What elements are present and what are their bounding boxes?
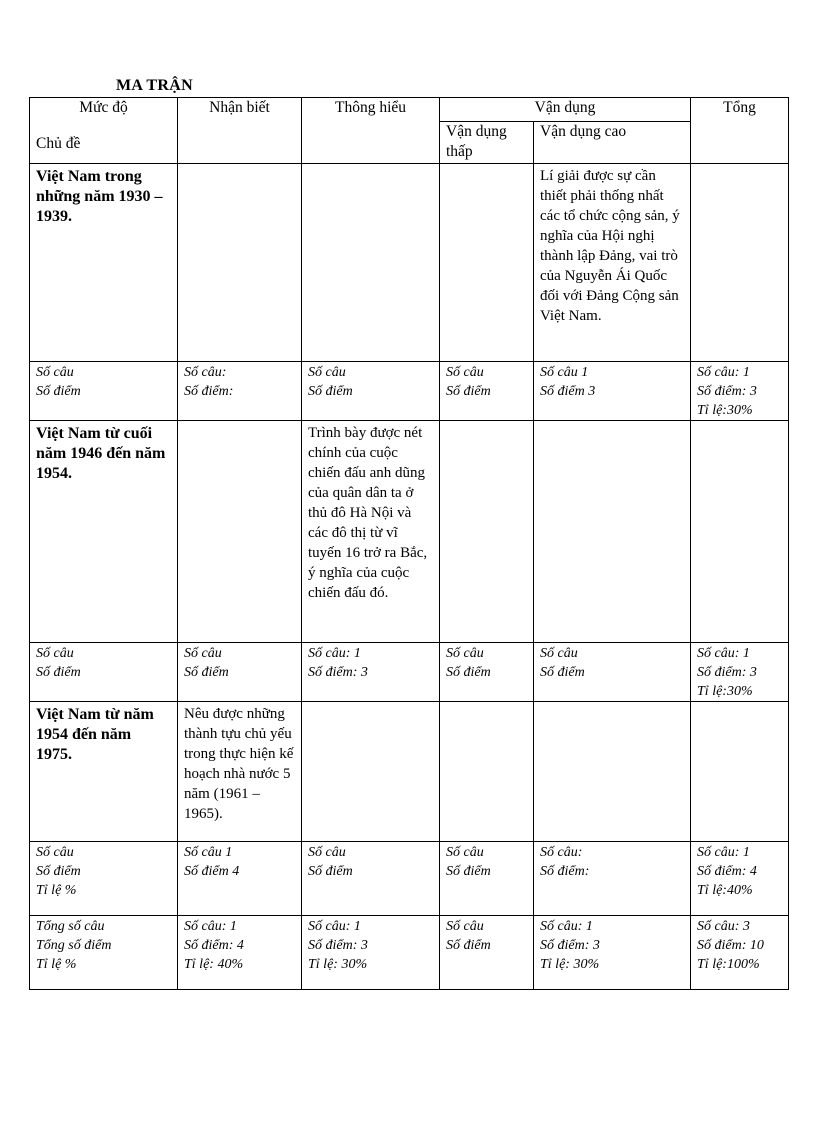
cell-tong [691,421,789,643]
header-van-dung: Vận dụng [440,98,691,122]
stat-nhan-biet: Số câu 1 Số điểm 4 [178,842,302,916]
stat-thong-hieu: Số câu: 1 Số điểm: 3 [302,643,440,702]
cell-nhan-biet: Nêu được những thành tựu chủ yếu trong thực hiện kế hoạch nhà nước 5 năm (1961 – 1965). [178,702,302,842]
stats-row [30,842,789,916]
header-nhan-biet: Nhận biết [178,98,302,164]
cell-van-dung-cao [534,421,691,643]
header-thong-hieu: Thông hiểu [302,98,440,164]
header-van-dung-cao: Vận dụng cao [534,122,691,164]
header-row [30,98,789,122]
cell-thong-hieu [302,702,440,842]
totals-van-dung-cao: Số câu: 1 Số điểm: 3 Tỉ lệ: 30% [534,916,691,990]
stat-thong-hieu: Số câu Số điểm [302,842,440,916]
stat-van-dung-cao: Số câu Số điểm [534,643,691,702]
stat-tong: Số câu: 1 Số điểm: 3 Tỉ lệ:30% [691,362,789,421]
stat-nhan-biet: Số câu Số điểm [178,643,302,702]
topic-row [30,421,789,643]
totals-row [30,916,789,990]
cell-nhan-biet [178,164,302,362]
cell-thong-hieu [302,164,440,362]
cell-van-dung-thap [440,421,534,643]
topic-name: Việt Nam từ cuối năm 1946 đến năm 1954. [30,421,178,643]
topic-row [30,164,789,362]
stat-van-dung-thap: Số câu Số điểm [440,643,534,702]
stat-thong-hieu: Số câu Số điểm [302,362,440,421]
header-muc-do-chu-de [30,98,178,164]
stat-tong: Số câu: 1 Số điểm: 4 Tỉ lệ:40% [691,842,789,916]
stat-label: Số câu Số điểm [30,643,178,702]
totals-tong: Số câu: 3 Số điểm: 10 Tỉ lệ:100% [691,916,789,990]
topic-row [30,702,789,842]
cell-nhan-biet [178,421,302,643]
totals-thong-hieu: Số câu: 1 Số điểm: 3 Tỉ lệ: 30% [302,916,440,990]
stat-van-dung-cao: Số câu: Số điểm: [534,842,691,916]
stat-van-dung-thap: Số câu Số điểm [440,842,534,916]
topic-name: Việt Nam từ năm 1954 đến năm 1975. [30,702,178,842]
totals-label: Tổng số câu Tổng số điểm Tỉ lệ % [30,916,178,990]
stats-row [30,643,789,702]
cell-van-dung-cao: Lí giải được sự cần thiết phải thống nhất các tổ chức cộng sản, ý nghĩa của Hội nghị thành lập Đảng, vai trò của Nguyễn Ái Quốc đối với Đảng Cộng sản Việt Nam. [534,164,691,362]
stat-nhan-biet: Số câu: Số điểm: [178,362,302,421]
cell-van-dung-cao [534,702,691,842]
cell-thong-hieu: Trình bày được nét chính của cuộc chiến đấu anh dũng của quân dân ta ở thủ đô Hà Nội và các đô thị từ vĩ tuyến 16 trở ra Bắc, ý nghĩa của cuộc chiến đấu đó. [302,421,440,643]
stats-row [30,362,789,421]
totals-van-dung-thap: Số câu Số điểm [440,916,534,990]
page-title: MA TRẬN [116,77,193,94]
header-muc-do: Mức độ [79,99,128,116]
stat-van-dung-thap: Số câu Số điểm [440,362,534,421]
stat-van-dung-cao: Số câu 1 Số điểm 3 [534,362,691,421]
totals-nhan-biet: Số câu: 1 Số điểm: 4 Tỉ lệ: 40% [178,916,302,990]
cell-van-dung-thap [440,702,534,842]
cell-tong [691,164,789,362]
header-chu-de: Chủ đề [36,135,81,152]
stat-label: Số câu Số điểm [30,362,178,421]
stat-label: Số câu Số điểm Tỉ lệ % [30,842,178,916]
matrix-table [29,97,789,990]
stat-tong: Số câu: 1 Số điểm: 3 Tỉ lệ:30% [691,643,789,702]
topic-name: Việt Nam trong những năm 1930 – 1939. [30,164,178,362]
header-tong: Tổng [691,98,789,164]
header-van-dung-thap: Vận dụng thấp [440,122,534,164]
cell-tong [691,702,789,842]
cell-van-dung-thap [440,164,534,362]
